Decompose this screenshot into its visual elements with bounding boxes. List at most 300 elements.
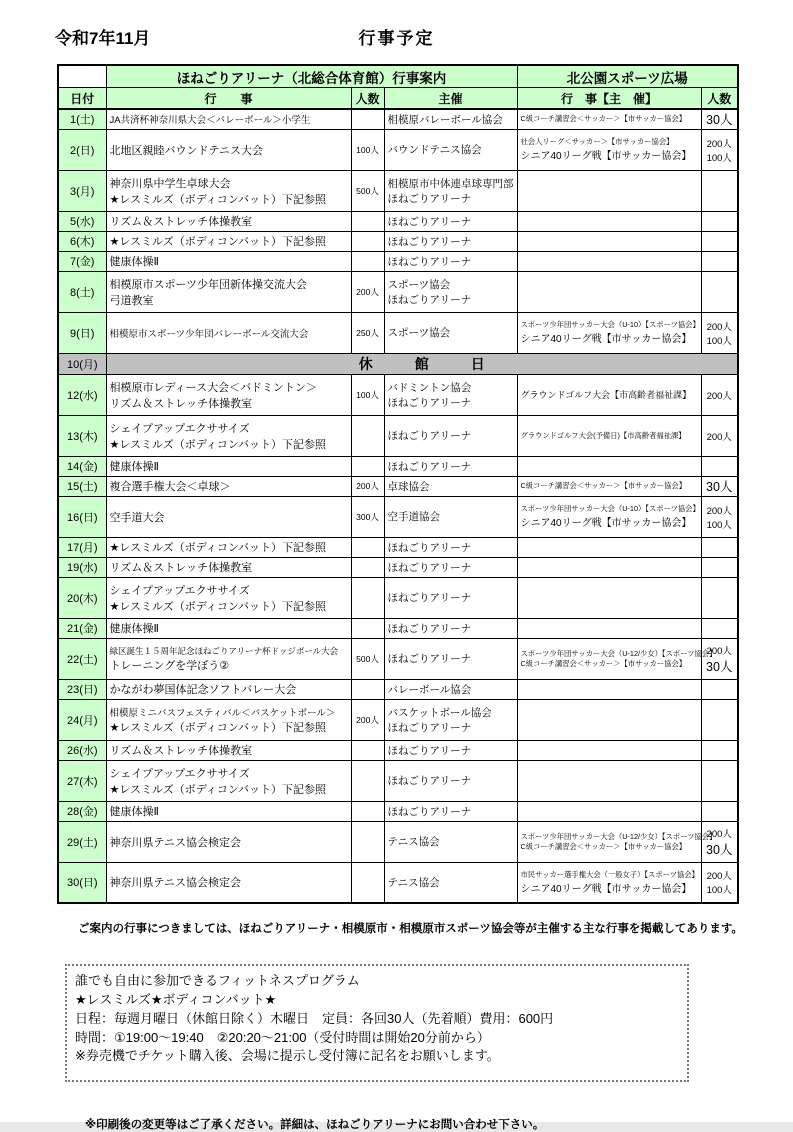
organizer-cell xyxy=(384,271,517,312)
count-text-slot xyxy=(352,185,384,197)
event-text-slot xyxy=(107,681,351,697)
event-text-stack xyxy=(107,742,351,758)
park-count-cell xyxy=(701,577,738,618)
event-text-stack xyxy=(107,705,351,735)
organizer-text-stack xyxy=(385,112,517,127)
park-event-text-stack xyxy=(518,481,701,491)
event-cell xyxy=(106,862,351,903)
park-event-text-slot xyxy=(518,842,701,852)
date-cell: 1(土) xyxy=(58,109,106,129)
event-text: リズム＆ストレッチ体操教室 xyxy=(109,745,253,757)
count-text: 200人 xyxy=(356,286,379,297)
schedule-row xyxy=(58,821,738,862)
col-header-count: 人数 xyxy=(351,88,384,110)
organizer-text: ほねごりアリーナ xyxy=(387,592,472,604)
organizer-text-stack xyxy=(385,509,517,524)
park-count-cell xyxy=(701,862,738,903)
count-text-slot xyxy=(352,144,384,156)
organizer-text: ほねごりアリーナ xyxy=(387,235,472,248)
count-text-stack xyxy=(352,327,384,339)
park-event-text: C級コーチ講習会＜サッカー＞【市サッカー協会】 xyxy=(520,114,687,124)
park-event-text-stack xyxy=(518,431,701,441)
fitness-program-line: 時間：①19:00～19:40 ②20:20～21:00（受付時間は開始20分前から） xyxy=(75,1029,490,1045)
event-text: 北地区親睦バウンドテニス大会 xyxy=(109,144,264,157)
park-count-cell xyxy=(701,801,738,821)
organizer-text-stack xyxy=(385,834,517,849)
park-event-cell xyxy=(517,537,701,557)
organizer-text-slot xyxy=(385,428,517,443)
organizer-text-slot xyxy=(385,325,517,340)
park-event-text-slot xyxy=(518,514,701,529)
count-text-slot xyxy=(352,286,384,298)
count-cell xyxy=(351,577,384,618)
date-cell: 23(日) xyxy=(58,679,106,699)
date-cell: 14(金) xyxy=(58,456,106,476)
count-cell xyxy=(351,618,384,638)
event-cell xyxy=(106,801,351,821)
count-cell xyxy=(351,211,384,231)
organizer-cell xyxy=(384,374,517,415)
count-text: 100人 xyxy=(356,144,379,155)
schedule-row xyxy=(58,476,738,496)
organizer-text-slot xyxy=(385,292,517,307)
event-text-slot xyxy=(107,559,351,575)
schedule-row xyxy=(58,271,738,312)
park-event-text: スポーツ少年団サッカー大会（U-10）【スポーツ協会】 xyxy=(520,504,700,513)
event-cell xyxy=(106,129,351,170)
count-text: 500人 xyxy=(356,653,379,664)
organizer-text: ほねごりアリーナ xyxy=(387,805,472,818)
section-title-arena: ほねごりアリーナ（北総合体育館）行事案内 xyxy=(106,65,517,88)
count-text-stack xyxy=(352,480,384,492)
park-count-cell xyxy=(701,557,738,577)
event-text-stack xyxy=(107,509,351,525)
organizer-text-slot xyxy=(385,509,517,524)
park-event-text-slot xyxy=(518,659,701,669)
event-text-slot xyxy=(107,395,351,411)
count-cell xyxy=(351,415,384,456)
fitness-program-line: ※券売機でチケット購入後、会場に提示し受付簿に記名をお願いします。 xyxy=(75,1048,500,1064)
organizer-text-stack xyxy=(385,254,517,269)
count-text-slot xyxy=(352,653,384,665)
event-text: リズム＆ストレッチ体操教室 xyxy=(109,216,253,228)
organizer-cell xyxy=(384,638,517,679)
title-bar xyxy=(0,0,793,50)
date-cell: 15(土) xyxy=(58,476,106,496)
organizer-text: バドミントン協会 xyxy=(387,381,472,394)
park-count-cell xyxy=(701,618,738,638)
organizer-text-slot xyxy=(385,112,517,127)
count-cell xyxy=(351,109,384,129)
event-cell xyxy=(106,740,351,760)
date-cell: 19(水) xyxy=(58,557,106,577)
park-count-text: 200人 xyxy=(706,828,732,840)
organizer-text: ほねごりアリーナ xyxy=(387,721,472,734)
event-text: ★レスミルズ（ボディコンバット）下記参照 xyxy=(109,193,327,206)
fitness-box-lines xyxy=(75,972,679,1066)
park-count-text: 200人 xyxy=(706,390,732,402)
organizer-text: ほねごりアリーナ xyxy=(387,775,472,787)
park-event-cell xyxy=(517,618,701,638)
park-count-text-stack xyxy=(702,388,738,402)
park-event-text: シニア40リーグ戦【市サッカー協会】 xyxy=(520,518,692,529)
park-event-text-slot xyxy=(518,880,701,895)
event-cell xyxy=(106,271,351,312)
event-text: ★レスミルズ（ボディコンバット）下記参照 xyxy=(109,542,327,554)
count-cell xyxy=(351,740,384,760)
count-text-stack xyxy=(352,144,384,156)
organizer-cell xyxy=(384,821,517,862)
organizer-cell xyxy=(384,415,517,456)
organizer-text-slot xyxy=(385,804,517,819)
page-title: 行事予定 xyxy=(358,29,435,48)
park-event-cell xyxy=(517,801,701,821)
schedule-row xyxy=(58,231,738,251)
event-text: 健康体操Ⅱ xyxy=(109,806,159,818)
park-event-cell xyxy=(517,496,701,537)
event-text-stack xyxy=(107,379,351,411)
date-cell: 24(月) xyxy=(58,699,106,740)
schedule-row xyxy=(58,618,738,638)
organizer-text-stack xyxy=(385,875,517,890)
event-cell xyxy=(106,231,351,251)
park-event-text-stack xyxy=(518,831,717,852)
event-cell xyxy=(106,496,351,537)
blank-corner-cell xyxy=(58,65,106,88)
schedule-row xyxy=(58,109,738,129)
fitness-program-line: 誰でも自由に参加できるフィットネスプログラム xyxy=(75,973,360,988)
count-text: 500人 xyxy=(356,185,379,196)
park-count-text: 200人 xyxy=(706,431,732,443)
date-cell: 13(木) xyxy=(58,415,106,456)
park-count-text: 200人 xyxy=(706,871,732,883)
organizer-text-stack xyxy=(385,479,517,494)
event-text-stack xyxy=(107,645,351,673)
event-text: 複合選手権大会＜卓球＞ xyxy=(109,481,231,493)
event-text-slot xyxy=(107,478,351,494)
count-cell xyxy=(351,476,384,496)
park-count-text-stack xyxy=(702,503,738,531)
park-count-cell xyxy=(701,476,738,496)
footer-note: ※印刷後の変更等はご了承ください。詳細は、ほねごりアリーナにお問い合わせ下さい。 xyxy=(85,1119,545,1132)
organizer-text: バウンドテニス協会 xyxy=(387,144,482,156)
park-count-cell xyxy=(701,251,738,271)
park-event-cell xyxy=(517,821,717,862)
park-count-text-stack xyxy=(702,477,738,495)
organizer-text-slot xyxy=(385,720,517,735)
organizer-text-stack xyxy=(385,540,517,555)
organizer-text: ほねごりアリーナ xyxy=(387,561,472,574)
date-cell: 8(土) xyxy=(58,271,106,312)
event-text-stack xyxy=(107,539,351,555)
date-cell: 16(日) xyxy=(58,496,106,537)
park-count-text: 200人 xyxy=(706,505,732,517)
organizer-text: ほねごりアリーナ xyxy=(387,215,472,228)
organizer-cell xyxy=(384,129,517,170)
event-cell xyxy=(106,557,351,577)
count-cell xyxy=(351,679,384,699)
park-event-text: C級コーチ講習会＜サッカー＞【市サッカー協会】 xyxy=(520,841,687,851)
park-count-text-slot xyxy=(702,333,738,347)
park-count-text-slot xyxy=(702,840,738,858)
park-event-cell xyxy=(517,577,701,618)
count-text: 200人 xyxy=(356,481,379,491)
date-cell: 27(木) xyxy=(58,760,106,801)
event-text: 健康体操Ⅱ xyxy=(109,623,159,635)
park-count-text: 200人 xyxy=(706,645,732,657)
organizer-cell xyxy=(384,231,517,251)
park-count-text-slot xyxy=(702,868,738,882)
park-count-cell xyxy=(701,109,738,129)
organizer-text-slot xyxy=(385,214,517,229)
park-count-cell xyxy=(701,271,738,312)
schedule-row xyxy=(58,537,738,557)
event-text: かながわ夢国体記念ソフトバレー大会 xyxy=(109,684,297,696)
event-text-slot xyxy=(107,765,351,781)
event-text-slot xyxy=(107,292,351,308)
count-text-stack xyxy=(352,286,384,298)
park-event-cell xyxy=(517,374,701,415)
organizer-text: ほねごりアリーナ xyxy=(387,396,472,409)
organizer-text-slot xyxy=(385,479,517,494)
park-count-cell xyxy=(701,699,738,740)
park-count-text: 30人 xyxy=(706,480,733,494)
park-count-cell xyxy=(701,537,738,557)
organizer-text-slot xyxy=(385,459,517,474)
count-cell xyxy=(351,862,384,903)
organizer-text-stack xyxy=(385,325,517,340)
schedule-row xyxy=(58,740,738,760)
count-cell xyxy=(351,312,384,353)
event-cell xyxy=(106,760,351,801)
event-text-slot xyxy=(107,834,351,850)
organizer-text-slot xyxy=(385,875,517,890)
event-text: ★レスミルズ（ボディコンバット）下記参照 xyxy=(109,236,327,248)
schedule-row xyxy=(58,679,738,699)
closed-day-cell: 休 館 日 xyxy=(106,353,738,374)
park-event-cell xyxy=(517,231,701,251)
count-text-stack xyxy=(352,653,384,665)
event-text: 空手道大会 xyxy=(109,511,165,524)
park-event-text-stack xyxy=(518,504,701,529)
event-cell xyxy=(106,109,351,129)
organizer-text-slot xyxy=(385,254,517,269)
organizer-text: ほねごりアリーナ xyxy=(387,541,472,554)
park-count-text: 200人 xyxy=(706,321,732,333)
organizer-text-stack xyxy=(385,590,517,605)
main-note: ご案内の行事につきましては、ほねごりアリーナ・相模原市・相模原市スポーツ協会等が主催する主な行事を掲載してあります。 xyxy=(78,923,743,935)
organizer-cell xyxy=(384,801,517,821)
col-header-organizer: 主催 xyxy=(384,88,517,110)
schedule-row xyxy=(58,415,738,456)
organizer-cell xyxy=(384,679,517,699)
schedule-row xyxy=(58,862,738,903)
schedule-row xyxy=(58,638,738,679)
event-text-slot xyxy=(107,142,351,158)
event-text-slot xyxy=(107,803,351,819)
organizer-text-stack xyxy=(385,142,517,157)
event-text: シェイプアップエクササイズ xyxy=(109,422,250,435)
date-cell: 5(水) xyxy=(58,211,106,231)
organizer-cell xyxy=(384,476,517,496)
event-text-stack xyxy=(107,803,351,819)
schedule-row xyxy=(58,170,738,211)
park-count-text-slot xyxy=(702,657,738,675)
organizer-text-slot xyxy=(385,834,517,849)
park-count-cell xyxy=(701,760,738,801)
count-text-stack xyxy=(352,185,384,197)
park-event-cell xyxy=(517,109,701,129)
schedule-row xyxy=(58,129,738,170)
event-text-slot xyxy=(107,582,351,598)
organizer-text-slot xyxy=(385,560,517,575)
park-count-text-stack xyxy=(702,429,738,443)
date-cell: 12(水) xyxy=(58,374,106,415)
park-count-text-slot xyxy=(702,643,738,657)
park-count-text-slot xyxy=(702,826,738,840)
park-count-text: 100人 xyxy=(706,519,732,531)
fitness-program-line: ★レスミルズ★ボディコンバット★ xyxy=(75,991,277,1007)
organizer-cell xyxy=(384,537,517,557)
park-count-cell xyxy=(701,211,738,231)
event-text-slot xyxy=(107,874,351,890)
event-cell xyxy=(106,251,351,271)
organizer-text: ほねごりアリーナ xyxy=(387,460,472,473)
count-cell xyxy=(351,170,384,211)
event-text-slot xyxy=(107,705,351,719)
organizer-text-stack xyxy=(385,277,517,307)
event-cell xyxy=(106,638,351,679)
event-cell xyxy=(106,577,351,618)
park-event-cell xyxy=(517,740,701,760)
park-event-cell xyxy=(517,557,701,577)
column-header-row xyxy=(58,88,738,110)
organizer-text-slot xyxy=(385,773,517,788)
park-count-text: 100人 xyxy=(706,885,732,897)
count-text-slot xyxy=(352,480,384,492)
organizer-text: テニス協会 xyxy=(387,836,440,848)
organizer-text-slot xyxy=(385,277,517,292)
park-event-text: 市民サッカー選手権大会（一般女子）【スポーツ協会】 xyxy=(520,869,699,879)
event-text-stack xyxy=(107,326,351,340)
event-cell xyxy=(106,456,351,476)
park-event-text: シニア40リーグ戦【市サッカー協会】 xyxy=(520,883,692,895)
section-title-park: 北公園スポーツ広場 xyxy=(517,65,738,88)
section-header-row xyxy=(58,65,738,88)
count-cell xyxy=(351,251,384,271)
count-cell xyxy=(351,557,384,577)
park-event-text-stack xyxy=(518,388,701,401)
event-text-slot xyxy=(107,253,351,269)
count-text: 250人 xyxy=(356,327,379,338)
park-event-text-slot xyxy=(518,831,717,842)
organizer-cell xyxy=(384,211,517,231)
date-cell: 30(日) xyxy=(58,862,106,903)
event-text-slot xyxy=(107,458,351,474)
count-cell xyxy=(351,496,384,537)
event-text-slot xyxy=(107,436,351,452)
park-count-text-slot xyxy=(702,319,738,333)
park-count-text: 30人 xyxy=(706,842,733,857)
event-text-slot xyxy=(107,420,351,436)
organizer-text-slot xyxy=(385,590,517,605)
event-text-stack xyxy=(107,681,351,697)
park-count-text-slot xyxy=(702,517,738,531)
event-text-slot xyxy=(107,276,351,292)
count-text-slot xyxy=(352,714,384,726)
event-text-slot xyxy=(107,539,351,555)
organizer-text-stack xyxy=(385,176,517,206)
organizer-text-slot xyxy=(385,651,517,666)
park-count-text-slot xyxy=(702,503,738,517)
event-text-stack xyxy=(107,175,351,207)
event-cell xyxy=(106,618,351,638)
organizer-cell xyxy=(384,109,517,129)
park-count-cell xyxy=(701,638,738,679)
event-text-slot xyxy=(107,379,351,395)
event-text-slot xyxy=(107,191,351,207)
event-text-stack xyxy=(107,233,351,249)
park-count-text-stack xyxy=(702,110,738,128)
event-text-stack xyxy=(107,142,351,158)
event-text: ★レスミルズ（ボディコンバット）下記参照 xyxy=(109,721,327,734)
organizer-cell xyxy=(384,699,517,740)
organizer-text-stack xyxy=(385,743,517,758)
date-cell: 28(金) xyxy=(58,801,106,821)
park-count-text-slot xyxy=(702,110,738,128)
event-text: リズム＆ストレッチ体操教室 xyxy=(109,397,253,410)
park-count-text: 200人 xyxy=(706,138,732,150)
event-cell xyxy=(106,821,351,862)
organizer-text: 相模原バレーボール協会 xyxy=(387,113,503,126)
count-cell xyxy=(351,129,384,170)
organizer-cell xyxy=(384,577,517,618)
count-text-stack xyxy=(352,389,384,401)
park-count-cell xyxy=(701,170,738,211)
event-text: トレーニングを学ぼう② xyxy=(109,659,230,672)
schedule-row xyxy=(58,496,738,537)
schedule-row xyxy=(58,577,738,618)
park-count-cell xyxy=(701,496,738,537)
fitness-program-line: 日程：毎週月曜日（休館日除く）木曜日 定員：各回30人（先着順）費用：600円 xyxy=(75,1010,554,1026)
event-text: シェイプアップエクササイズ xyxy=(109,767,250,780)
park-event-text-stack xyxy=(518,114,701,124)
event-text-stack xyxy=(107,253,351,269)
organizer-text: ほねごりアリーナ xyxy=(387,293,472,306)
organizer-text-stack xyxy=(385,560,517,575)
park-event-text: スポーツ少年団サッカー大会（U-12/少女）【スポーツ協会】 xyxy=(520,648,717,658)
park-event-text-slot xyxy=(518,870,701,880)
organizer-text-stack xyxy=(385,234,517,249)
park-count-cell xyxy=(701,821,738,862)
organizer-cell xyxy=(384,456,517,476)
schedule-row xyxy=(58,557,738,577)
organizer-text-slot xyxy=(385,191,517,206)
event-text: 健康体操Ⅱ xyxy=(109,256,159,268)
organizer-text-stack xyxy=(385,804,517,819)
date-cell: 10(月) xyxy=(58,353,106,374)
event-cell xyxy=(106,476,351,496)
park-count-cell xyxy=(701,374,738,415)
event-text-slot xyxy=(107,233,351,249)
event-text: 弓道教室 xyxy=(109,294,154,307)
organizer-text: 相模原市中体連卓球専門部 xyxy=(387,177,514,190)
date-cell: 21(金) xyxy=(58,618,106,638)
park-event-text: シニア40リーグ戦【市サッカー協会】 xyxy=(520,334,692,345)
park-event-cell xyxy=(517,679,701,699)
schedule-body xyxy=(58,109,738,903)
organizer-text-stack xyxy=(385,380,517,410)
